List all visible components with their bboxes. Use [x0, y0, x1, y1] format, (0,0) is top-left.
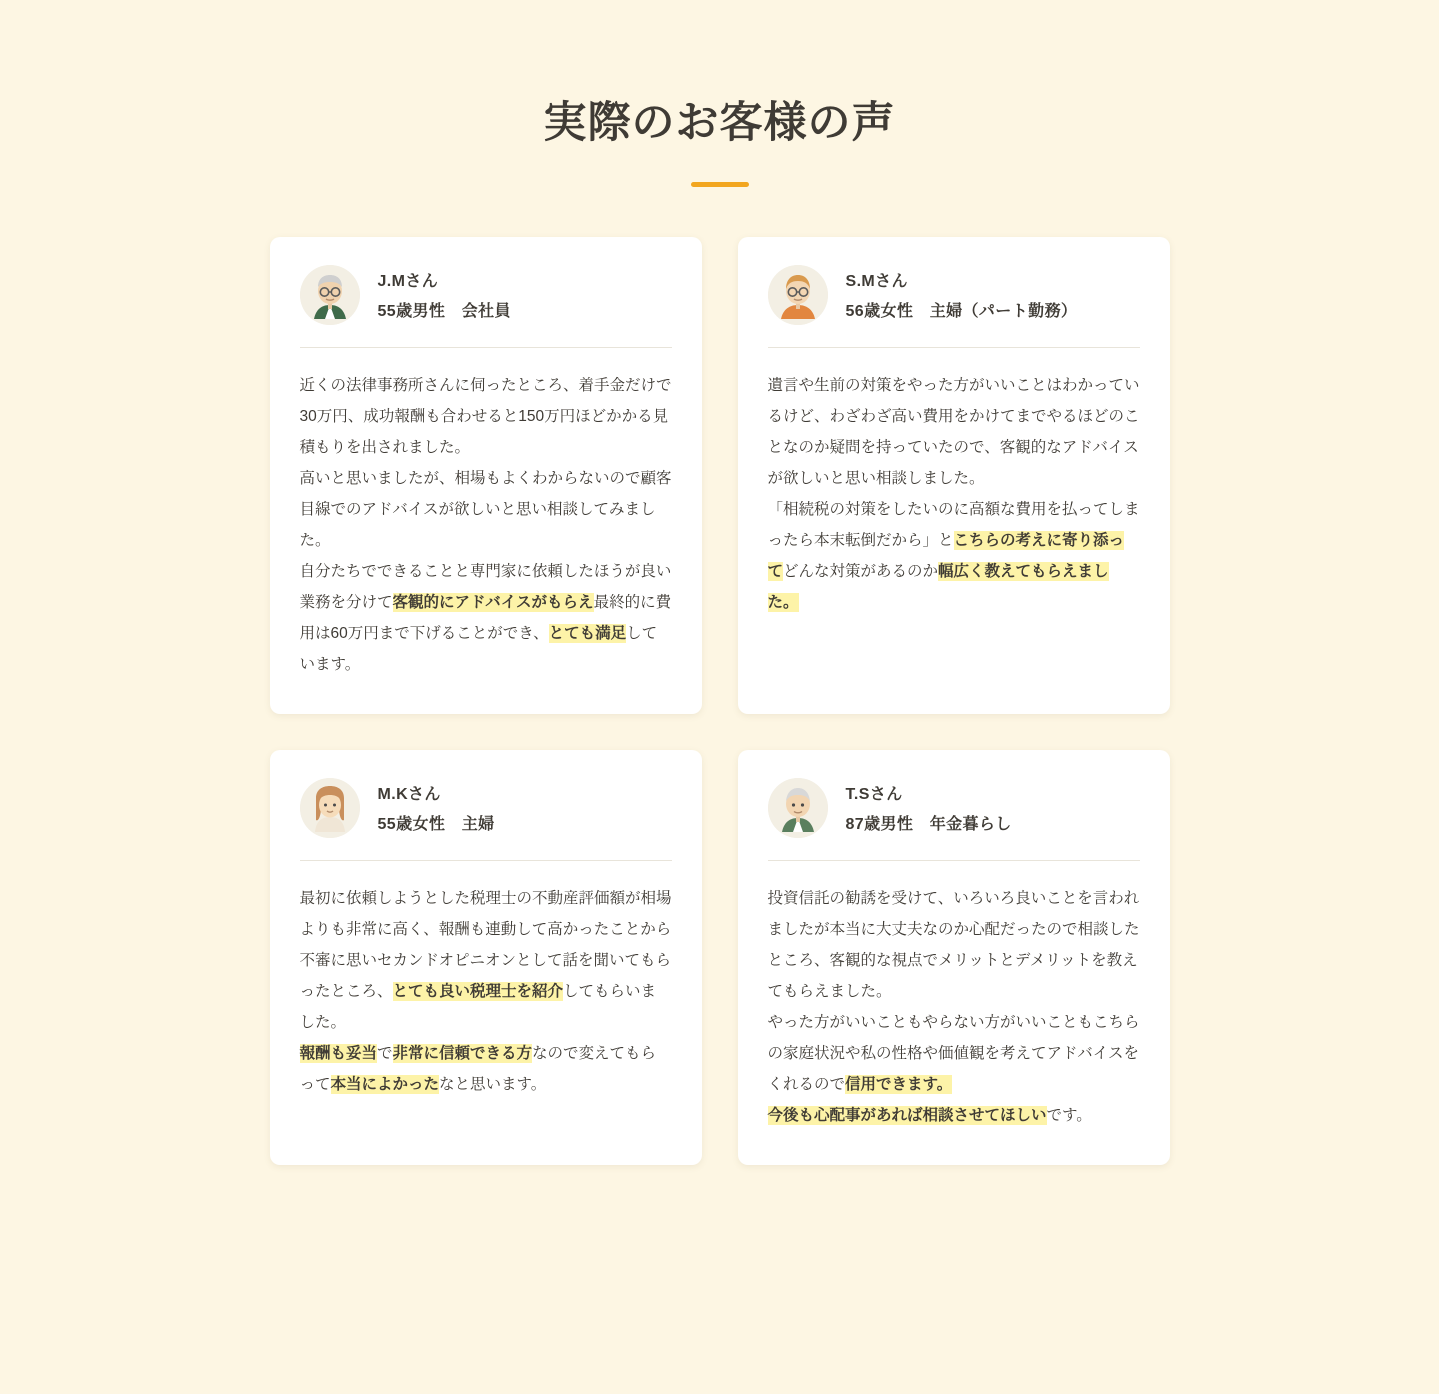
testimonial-identity	[846, 781, 1012, 834]
testimonial-meta: 87歳男性 年金暮らし	[845, 816, 1012, 834]
testimonial-card	[738, 750, 1170, 1165]
testimonial-name: M.Kさん	[377, 786, 441, 804]
testimonial-card-grid	[270, 237, 1170, 1165]
testimonial-card	[270, 750, 702, 1165]
avatar-elderly-man-glasses-icon	[300, 265, 360, 325]
testimonial-identity	[378, 781, 495, 834]
testimonial-text: 遺言や生前の対策をやった方がいいことはわかっているけど、わざわざ高い費用をかけてまでやるほどのことなのか疑問を持っていたので、客観的なアドバイスが欲しいと思い相談しました。 「相続税の対策をしたいのに高額な費用を払ってしまったら本末転倒だから」とこちらの考えに寄り添ってどんな対策があるのか幅広く教えてもらえました。	[767, 376, 1140, 611]
testimonial-text: 最初に依頼しようとした税理士の不動産評価額が相場よりも非常に高く、報酬も連動して高かったことから不審に思いセカンドオピニオンとして話を聞いてもらったところ、とても良い税理士を紹介してもらいました。 報酬も妥当で非常に信頼できる方なので変えてもらって本当によかったなと思います。	[299, 889, 672, 1093]
testimonial-header	[768, 265, 1140, 348]
heading-underline-accent	[691, 182, 749, 187]
testimonial-body	[768, 861, 1140, 1131]
testimonial-meta: 55歳女性 主婦	[377, 816, 495, 834]
testimonial-body	[300, 348, 672, 680]
testimonial-body	[300, 861, 672, 1100]
testimonial-body	[768, 348, 1140, 618]
testimonial-card	[738, 237, 1170, 714]
testimonial-card	[270, 237, 702, 714]
testimonial-name: J.Mさん	[377, 273, 439, 291]
avatar-woman-glasses-icon	[768, 265, 828, 325]
testimonial-meta: 56歳女性 主婦（パート勤務）	[845, 303, 1078, 321]
testimonial-identity	[378, 268, 511, 321]
testimonial-identity	[846, 268, 1078, 321]
testimonial-name: S.Mさん	[845, 273, 908, 291]
page-title: 実際のお客様の声	[543, 99, 896, 147]
testimonial-header	[300, 778, 672, 861]
avatar-elderly-man-icon	[768, 778, 828, 838]
testimonial-text: 近くの法律事務所さんに伺ったところ、着手金だけで30万円、成功報酬も合わせると150万円ほどかかる見積もりを出されました。 高いと思いましたが、相場もよくわからないので顧客目線でのアドバイスが欲しいと思い相談してみました。 自分たちでできることと専門家に依頼したほうが良い業務を分けて客観的にアドバイスがもらえ最終的に費用は60万円まで下げることができ、とても満足しています。	[299, 376, 672, 673]
testimonial-header	[768, 778, 1140, 861]
testimonial-name: T.Sさん	[845, 786, 903, 804]
avatar-woman-long-hair-icon	[300, 778, 360, 838]
testimonial-text: 投資信託の勧誘を受けて、いろいろ良いことを言われましたが本当に大丈夫なのか心配だったので相談したところ、客観的な視点でメリットとデメリットを教えてもらえました。 やった方がいいこともやらない方がいいこともこちらの家庭状況や私の性格や価値観を考えてアドバイスをくれるので信用できます。 今後も心配事があれば相談させてほしいです。	[767, 889, 1140, 1124]
testimonial-meta: 55歳男性 会社員	[377, 303, 511, 321]
testimonial-header	[300, 265, 672, 348]
